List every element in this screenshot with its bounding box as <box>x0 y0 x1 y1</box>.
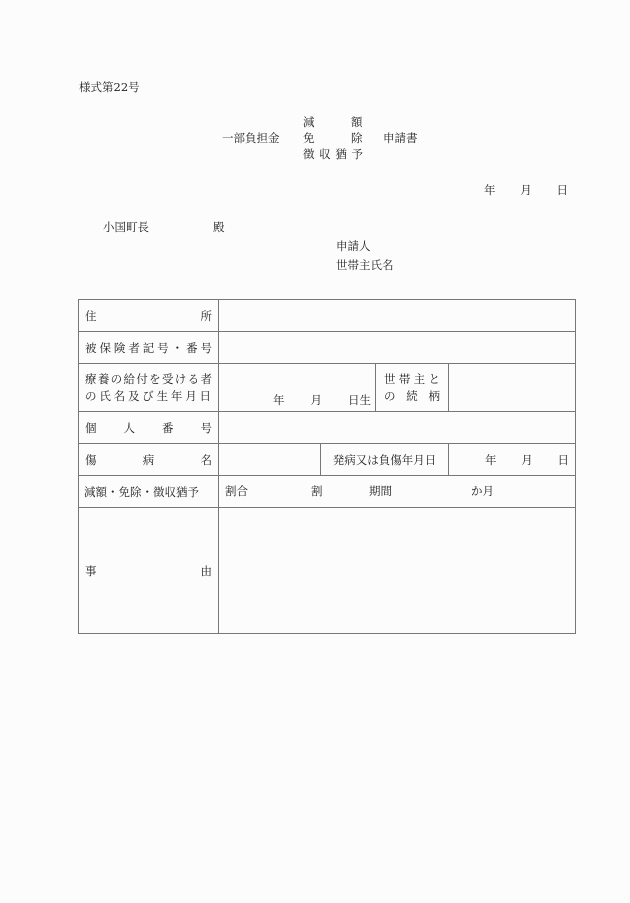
reason-field[interactable] <box>219 508 576 634</box>
title-option-deferral: 徴 収 猶 予 <box>303 147 363 161</box>
title-option-exemption-2: 除 <box>351 131 363 145</box>
title-option-reduction-2: 額 <box>351 115 363 129</box>
onset-date-field[interactable] <box>449 444 576 476</box>
insured-number-field[interactable] <box>219 332 576 364</box>
birth-day-label: 日生 <box>348 393 371 407</box>
reason-label: 事 由 <box>79 508 219 634</box>
address-field[interactable] <box>219 300 576 332</box>
addressee-honorific: 殿 <box>213 220 225 234</box>
row-beneficiary <box>79 364 576 412</box>
reduction-type-label: 減額・免除・徴収猶予 <box>79 476 219 508</box>
submission-date <box>484 185 568 197</box>
birth-year-label: 年 <box>273 393 285 407</box>
onset-label: 発病又は負傷年月日 <box>321 444 449 476</box>
ratio-unit: 割 <box>311 484 323 498</box>
row-reason <box>79 508 576 634</box>
insured-number-label: 被 保 険 者 記 号 ・ 番 号 <box>79 332 219 364</box>
householder-name-field[interactable] <box>400 256 560 274</box>
address-label: 住 所 <box>79 300 219 332</box>
reduction-detail-field[interactable] <box>219 476 576 508</box>
onset-year-label: 年 <box>485 452 497 467</box>
householder-name-label: 世帯主氏名 <box>336 258 394 272</box>
month-label: 月 <box>520 183 532 197</box>
personal-number-field[interactable] <box>219 412 576 444</box>
onset-day-label: 日 <box>557 452 569 467</box>
row-insured-number <box>79 332 576 364</box>
form-number: 様式第22号 <box>79 80 140 94</box>
title-option-reduction-1: 減 <box>303 115 315 129</box>
personal-number-label: 個 人 番 号 <box>79 412 219 444</box>
title-option-exemption-1: 免 <box>303 131 315 145</box>
row-reduction-type <box>79 476 576 508</box>
title-suffix: 申請書 <box>383 131 418 145</box>
beneficiary-name-birthdate-field[interactable] <box>219 364 376 412</box>
title-prefix: 一部負担金 <box>222 131 280 145</box>
period-label: 期間 <box>369 484 392 498</box>
relation-label: 世 帯 主 と の 続 柄 <box>376 364 449 412</box>
row-illness <box>79 444 576 476</box>
ratio-label: 割合 <box>225 484 248 498</box>
onset-month-label: 月 <box>521 452 533 467</box>
beneficiary-label: 療 養 の 給 付 を 受 け る 者 の 氏 名 及 び 生 年 月 日 <box>79 364 219 412</box>
relation-field[interactable] <box>449 364 576 412</box>
illness-label: 傷 病 名 <box>79 444 219 476</box>
row-personal-number <box>79 412 576 444</box>
applicant-label: 申請人 <box>336 239 371 253</box>
row-address <box>79 300 576 332</box>
year-label: 年 <box>484 183 496 197</box>
addressee-name: 小国町長 <box>103 220 149 234</box>
period-unit: か月 <box>471 484 494 498</box>
day-label: 日 <box>556 183 568 197</box>
illness-field[interactable] <box>219 444 321 476</box>
application-table <box>78 299 576 634</box>
birth-month-label: 月 <box>310 393 322 407</box>
